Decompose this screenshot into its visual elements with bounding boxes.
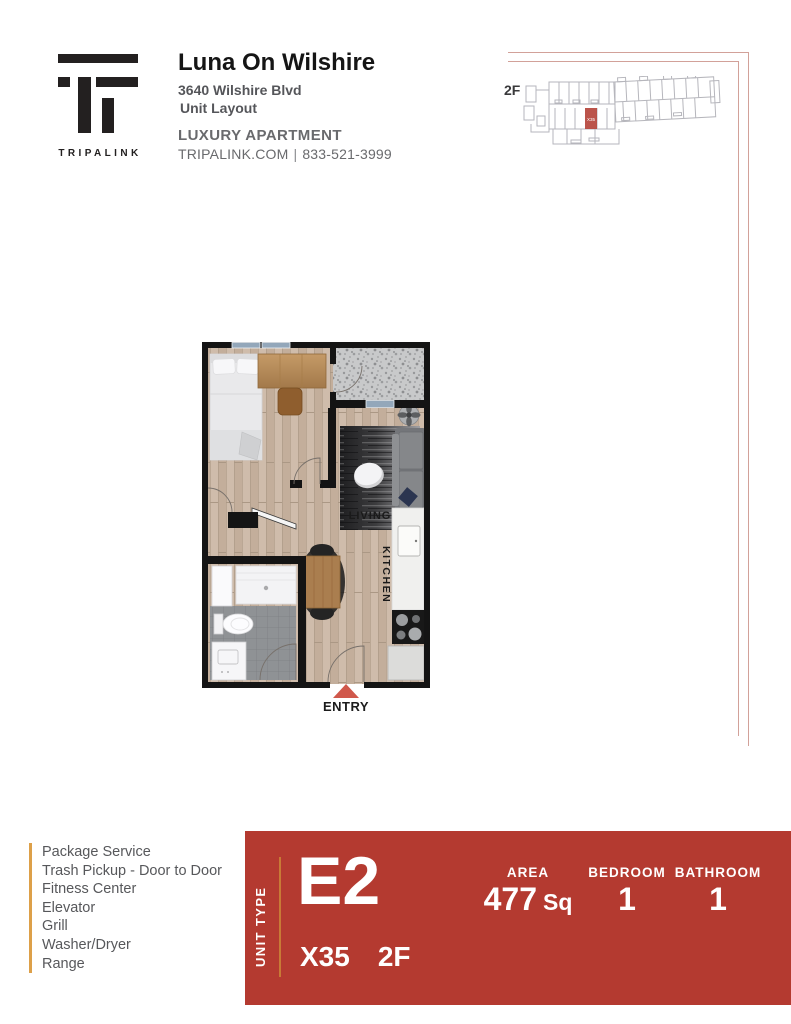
refrigerator [388,646,424,680]
tagline: LUXURY APARTMENT [178,127,342,145]
bath-shelf [212,566,232,606]
unit-number: X35 [300,941,350,972]
bed [210,354,262,460]
tripalink-logo [58,54,148,159]
entry-label: ENTRY [322,699,370,714]
bathroom-label: BATHROOM [674,865,762,880]
area-value [473,883,583,917]
unit-floor: 2F [377,941,411,972]
unit-type-value: E2 [297,843,381,919]
contact-divider: | [293,146,298,163]
toilet [214,614,253,634]
phone-number: 833-521-3999 [302,146,392,163]
floor-plan [202,342,430,688]
tripalink-logo-icon [58,54,142,134]
unit-info-banner [245,831,791,1005]
amenity-item: Trash Pickup - Door to Door [42,862,222,879]
property-title: Luna On Wilshire [178,49,376,76]
keyplan-floor-label: 2F [504,82,521,98]
stove [392,610,424,644]
bedroom-count: 1 [618,881,636,917]
document-subtitle: Unit Layout [180,99,257,116]
sofa [392,428,426,512]
amenity-item: Fitness Center [42,881,137,898]
decorative-frame-inner [508,61,739,736]
amenity-item: Washer/Dryer [42,936,131,953]
banner-divider-line [279,857,281,977]
unit-number-floor [300,941,411,973]
stat-bathroom [670,865,766,917]
bathroom [210,566,296,680]
contact-line [178,146,392,162]
desk-chair [278,388,302,415]
kitchen-label: KITCHEN [380,546,392,604]
amenity-item: Range [42,955,85,972]
entry-arrow-icon [333,684,359,698]
key-plan-building [523,76,728,151]
area-number: 477 [483,881,537,917]
logo-wordmark: TRIPALINK [58,148,142,159]
area-unit: Sq [543,889,573,915]
bathroom-vanity [212,642,246,680]
website: TRIPALINK.COM [178,146,289,163]
unit-type-label: UNIT TYPE [253,886,268,967]
bedroom-label: BEDROOM [588,865,666,880]
stat-bedroom [582,865,672,917]
balcony-floor [333,346,426,402]
stat-area [473,865,583,917]
bathtub [236,566,296,604]
amenity-item: Grill [42,918,68,935]
keyplan-unit-label: X35 [586,117,596,122]
amenity-item: Elevator [42,899,96,916]
amenity-item: Package Service [42,844,151,860]
bathroom-count: 1 [709,881,727,917]
keyplan-highlighted-unit [585,108,597,129]
property-address: 3640 Wilshire Blvd [178,82,302,99]
amenities-list [29,843,222,973]
header-text [178,50,392,162]
kitchen-counter [392,508,424,610]
area-label: AREA [506,865,550,880]
living-label: LIVING [348,510,392,522]
